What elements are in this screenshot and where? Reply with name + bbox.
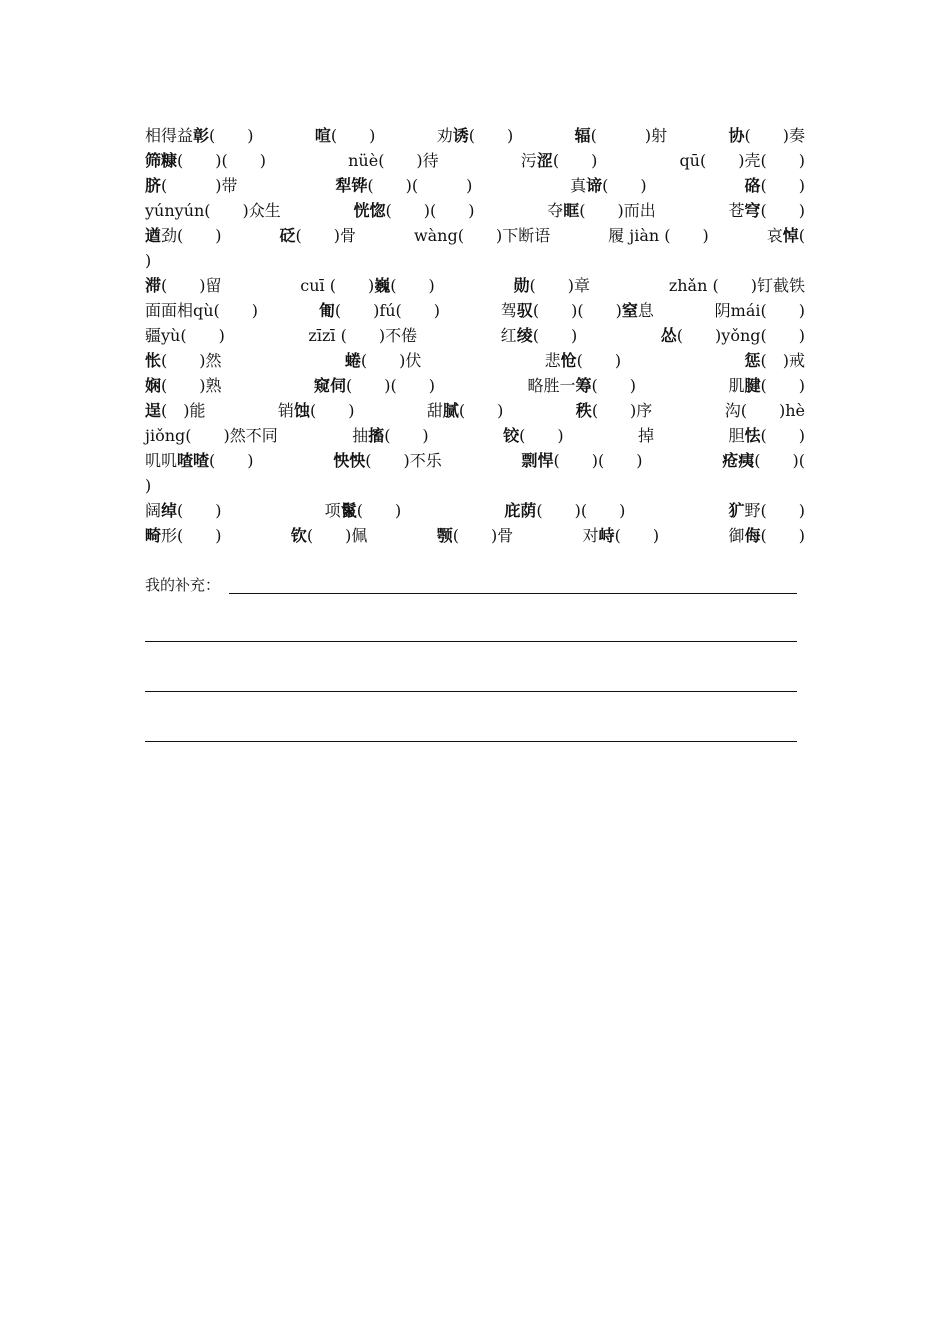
vocab-item: )	[145, 476, 152, 495]
vocab-item: 叽叽喳喳( )	[145, 451, 254, 470]
vocab-line	[145, 123, 805, 148]
vocab-line	[145, 348, 805, 373]
vocab-item: jiǒng( )然不同	[145, 426, 278, 445]
vocab-item: qū( )壳( )	[679, 151, 805, 170]
vocab-item: 怅( )然	[145, 351, 222, 370]
vocab-item: 面面相qù( )	[145, 301, 259, 320]
vocab-line	[145, 248, 805, 273]
vocab-item: 铰( )	[503, 426, 564, 445]
vocab-item: 钦( )佩	[290, 526, 368, 545]
vocab-item: 阔绰( )	[145, 501, 222, 520]
vocab-item: 哀悼(	[766, 226, 805, 245]
vocab-item: 惩( )戒	[744, 351, 805, 370]
vocab-line	[145, 373, 805, 398]
vocab-item: 颚( )骨	[436, 526, 514, 545]
vocab-item: 逞( )能	[145, 401, 206, 420]
vocab-item: zhǎn ( )钉截铁	[668, 276, 805, 295]
vocab-item: 御侮( )	[728, 526, 805, 545]
vocab-item: 略胜一筹( )	[527, 376, 636, 395]
vocab-item: 砭( )骨	[279, 226, 356, 245]
vocab-item: 阴máі( )	[714, 301, 805, 320]
vocab-item: 项鬣( )	[324, 501, 402, 520]
vocab-item: 窥伺( )( )	[313, 376, 435, 395]
supplement-answer-line-4[interactable]	[145, 741, 797, 742]
supplement-answer-line-1[interactable]	[229, 593, 797, 594]
vocab-item: 污涩( )	[520, 151, 598, 170]
vocab-item: wàng( )下断语	[413, 226, 551, 245]
vocab-item: 红绫( )	[500, 326, 578, 345]
vocab-item: 畸形( )	[145, 526, 222, 545]
vocab-line	[145, 398, 805, 423]
vocab-item: 庇荫( )( )	[504, 501, 626, 520]
vocab-item: 犷野( )	[728, 501, 805, 520]
vocab-item: 协( )奏	[728, 126, 805, 145]
vocab-item: nüè( )待	[348, 151, 439, 170]
supplement-answer-line-2[interactable]	[145, 641, 797, 642]
vocab-item: 硌( )	[744, 176, 805, 195]
vocab-line	[145, 498, 805, 523]
vocab-item: 匍( )fú( )	[318, 301, 441, 320]
vocab-line	[145, 223, 805, 248]
vocab-item: 掉	[638, 426, 655, 445]
vocab-item: 滞( )留	[145, 276, 222, 295]
vocab-item: 劝诱( )	[436, 126, 514, 145]
vocab-item: 真谛( )	[570, 176, 647, 195]
vocab-item: 沟( )hè	[724, 401, 805, 420]
vocab-item: 相得益彰( )	[145, 126, 254, 145]
vocab-item: 恍惚( )( )	[353, 201, 475, 220]
vocab-item: 疮痍( )(	[722, 451, 805, 470]
vocab-item: 销蚀( )	[277, 401, 355, 420]
vocab-item: 甜腻( )	[426, 401, 504, 420]
vocab-item: 夺眶( )而出	[547, 201, 656, 220]
vocab-line	[145, 448, 805, 473]
vocab-item: 怏怏( )不乐	[333, 451, 442, 470]
vocab-item: cuī ( )巍( )	[300, 276, 435, 295]
vocab-line	[145, 473, 805, 498]
vocab-item: 驾驭( )( )窒息	[500, 301, 654, 320]
vocab-item: 蜷( )伏	[344, 351, 422, 370]
vocab-item: 犁铧( )( )	[335, 176, 473, 195]
vocab-line	[145, 173, 805, 198]
vocab-line	[145, 198, 805, 223]
vocab-item: 对峙( )	[582, 526, 660, 545]
vocab-item: 娴( )熟	[145, 376, 222, 395]
supplement-label: 我的补充：	[145, 576, 221, 594]
vocab-item: )	[145, 251, 152, 270]
vocab-item: 胆怯( )	[728, 426, 805, 445]
vocab-item: 悲怆( )	[544, 351, 622, 370]
vocab-item: 勋( )章	[513, 276, 591, 295]
vocab-item: 疆yù( )	[145, 326, 225, 345]
supplement-answer-line-3[interactable]	[145, 691, 797, 692]
vocabulary-list	[145, 123, 805, 548]
vocab-item: 抽搐( )	[352, 426, 429, 445]
vocab-line	[145, 148, 805, 173]
vocab-item: 剽悍( )( )	[521, 451, 643, 470]
vocab-line	[145, 523, 805, 548]
vocab-item: yúnyún( )众生	[145, 201, 281, 220]
vocab-item: 肌腱( )	[728, 376, 805, 395]
vocab-item: 脐( )带	[145, 176, 238, 195]
vocab-item: 怂( )yǒng( )	[660, 326, 805, 345]
vocab-line	[145, 273, 805, 298]
vocab-line	[145, 423, 805, 448]
vocab-item: 筛糠( )( )	[145, 151, 266, 170]
vocab-item: 苍穹( )	[728, 201, 805, 220]
vocab-item: 秩( )序	[575, 401, 653, 420]
vocab-item: zīzī ( )不倦	[308, 326, 418, 345]
vocab-item: 辐( )射	[574, 126, 668, 145]
vocab-item: 遒劲( )	[145, 226, 222, 245]
vocab-line	[145, 298, 805, 323]
vocab-item: 履 jiàn ( )	[608, 226, 709, 245]
vocab-line	[145, 323, 805, 348]
vocab-item: 喧( )	[314, 126, 376, 145]
